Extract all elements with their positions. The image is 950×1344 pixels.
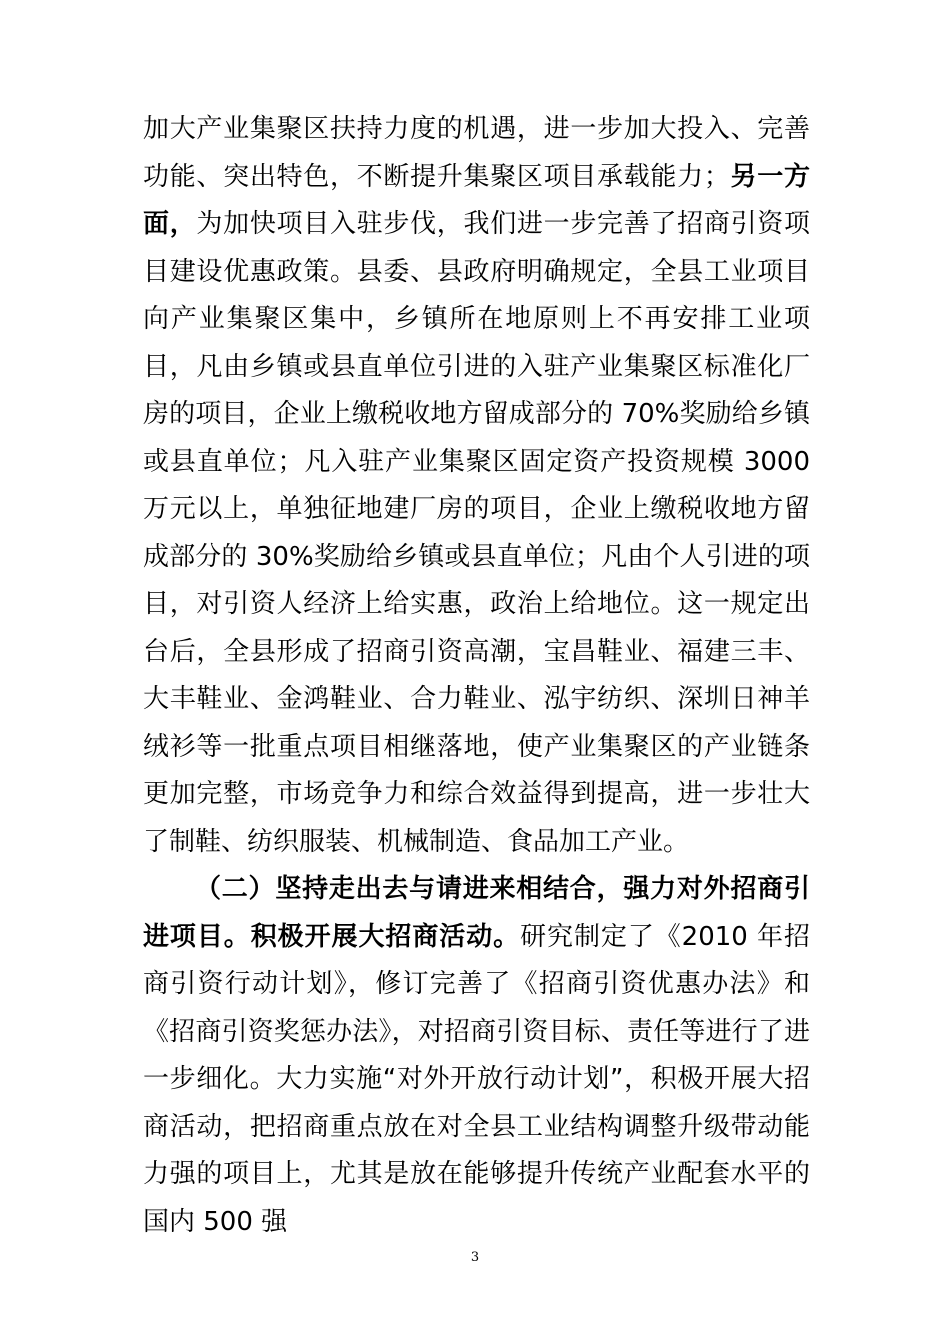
page-number: 3 [470, 1250, 480, 1265]
paragraph-2-heading: （二）坚持走出去与请进来相结合，强力对外招商引进项目。积极开展大招商活动。 [143, 874, 810, 952]
paragraph-1-text-b: 为加快项目入驻步伐，我们进一步完善了招商引资项目建设优惠政策。县委、县政府明确规定，全县工业项目向产业集聚区集中，乡镇所在地原则上不再安排工业项目，凡由乡镇或县直单位引进的入驻产业集聚区标准化厂房的项目，企业上缴税收地方留成部分的 70%奖励给乡镇或县直单位；凡入驻产业集聚区固定资产投资规模 3000 万元以上，单独征地建厂房的项目，企业上缴税收地方留成部分的 30%奖励给乡镇或县直单位；凡由个人引进的项目，对引资人经济上给实惠，政治上给地位。这一规定出台后，全县形成了招商引资高潮，宝昌鞋业、福建三丰、大丰鞋业、金鸿鞋业、合力鞋业、泓宇纺织、深圳日神羊绒衫等一批重点项目相继落地，使产业集聚区的产业链条更加完整，市场竞争力和综合效益得到提高，进一步壮大了制鞋、纺织服装、机械制造、食品加工产业。 [143, 209, 810, 857]
paragraph-1 [143, 106, 810, 866]
paragraph-1-bold-phrase: 另一方面， [143, 161, 810, 239]
paragraph-1-text-a: 加大产业集聚区扶持力度的机遇，进一步加大投入、完善功能、突出特色，不断提升集聚区项目承载能力； [143, 114, 810, 192]
paragraph-2 [143, 866, 810, 1246]
document-body [143, 106, 810, 1246]
paragraph-2-text: 研究制定了《2010 年招商引资行动计划》，修订完善了《招商引资优惠办法》和《招商引资奖惩办法》，对招商引资目标、责任等进行了进一步细化。大力实施“对外开放行动计划”，积极开展大招商活动，把招商重点放在对全县工业结构调整升级带动能力强的项目上，尤其是放在能够提升传统产业配套水平的国内 500 强 [143, 921, 810, 1237]
